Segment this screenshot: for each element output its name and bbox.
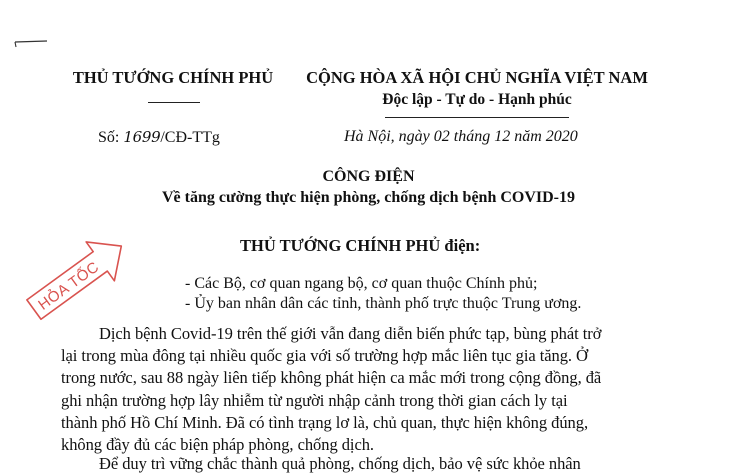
- document-number-value: 1699: [123, 128, 161, 146]
- document-number-suffix: /CĐ-TTg: [160, 129, 220, 146]
- document-type: CÔNG ĐIỆN: [322, 168, 415, 185]
- issuing-authority: THỦ TƯỚNG CHÍNH PHỦ: [72, 68, 274, 87]
- body-line: ghi nhận trường hợp lây nhiễm từ người nhập cảnh trong thời gian cách ly tại: [61, 391, 568, 410]
- document-number: [98, 128, 220, 147]
- sender-line: THỦ TƯỚNG CHÍNH PHỦ điện:: [240, 236, 481, 255]
- urgent-stamp-text: HỎA TỐC: [35, 258, 103, 314]
- recipient-item: - Ủy ban nhân dân các tỉnh, thành phố trực thuộc Trung ương.: [185, 295, 582, 312]
- state-name: CỘNG HÒA XÃ HỘI CHỦ NGHĨA VIỆT NAM: [306, 68, 648, 87]
- left-header-rule: [148, 102, 200, 103]
- body-line: Để duy trì vững chắc thành quả phòng, chống dịch, bảo vệ sức khỏe nhân: [99, 454, 581, 473]
- body-line: trong nước, sau 88 ngày liên tiếp không phát hiện ca mắc mới trong cộng đồng, đã: [61, 368, 602, 387]
- body-line: lại trong mùa đông tại nhiều quốc gia với số trường hợp mắc liên tục gia tăng. Ở: [61, 346, 588, 365]
- document-subject: Về tăng cường thực hiện phòng, chống dịch bệnh COVID-19: [161, 189, 575, 206]
- body-line: thành phố Hồ Chí Minh. Đã có tình trạng lơ là, chủ quan, thực hiện không đúng,: [61, 413, 589, 432]
- national-motto: Độc lập - Tự do - Hạnh phúc: [382, 91, 572, 108]
- body-line: Dịch bệnh Covid-19 trên thế giới vẫn đang diễn biến phức tạp, bùng phát trở: [99, 324, 602, 343]
- recipient-item: - Các Bộ, cơ quan ngang bộ, cơ quan thuộc Chính phủ;: [185, 275, 538, 292]
- body-line: không đầy đủ các biện pháp phòng, chống dịch.: [61, 435, 375, 454]
- urgent-stamp: [16, 231, 136, 326]
- right-header-rule: [385, 117, 569, 118]
- document-number-prefix: Số:: [98, 129, 120, 146]
- place-and-date: Hà Nội, ngày 02 tháng 12 năm 2020: [344, 128, 578, 145]
- corner-pen-mark-icon: [14, 39, 48, 48]
